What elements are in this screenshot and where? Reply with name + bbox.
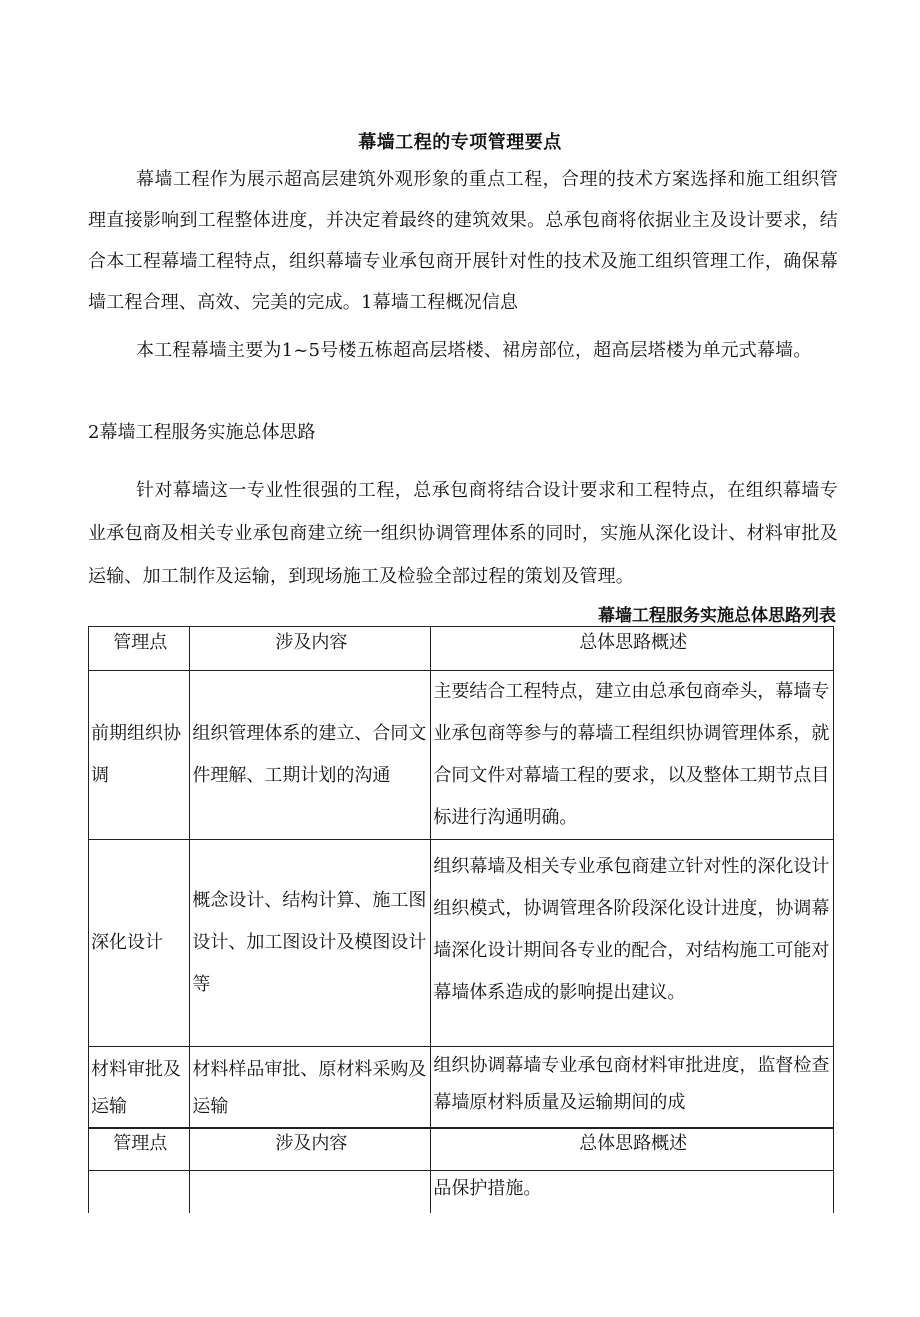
table-row: [89, 671, 834, 840]
intro-paragraph: 幕墙工程作为展示超高层建筑外观形象的重点工程，合理的技术方案选择和施工组织管理直接影响到工程整体进度，并决定着最终的建筑效果。总承包商将依据业主及设计要求，结合本工程幕墙工程特点，组织幕墙专业承包商开展针对性的技术及施工组织管理工作，确保幕墙工程合理、高效、完美的完成。1幕墙工程概况信息: [88, 169, 838, 313]
row-point: 前期组织协调: [89, 671, 190, 840]
row-content: 概念设计、结构计算、施工图设计、加工图设计及模图设计等: [190, 840, 431, 1047]
header-content: 涉及内容: [190, 1128, 431, 1171]
header-summary: 总体思路概述: [431, 1128, 834, 1171]
row-point: 材料审批及运输: [89, 1047, 190, 1129]
approach-table: [88, 626, 834, 1129]
row-point: [89, 1171, 190, 1214]
row-content: 组织管理体系的建立、合同文件理解、工期计划的沟通: [190, 671, 431, 840]
header-summary: 总体思路概述: [431, 627, 834, 671]
row-summary: 主要结合工程特点，建立由总承包商牵头，幕墙专业承包商等参与的幕墙工程组织协调管理体系，就合同文件对幕墙工程的要求，以及整体工期节点目标进行沟通明确。: [431, 671, 834, 840]
table-row: [89, 1171, 834, 1214]
row-summary: 组织协调幕墙专业承包商材料审批进度，监督检查幕墙原材料质量及运输期间的成: [431, 1047, 834, 1129]
row-content: [190, 1171, 431, 1214]
row-content: 材料样品审批、原材料采购及运输: [190, 1047, 431, 1129]
table-row: [89, 1047, 834, 1129]
table-row: [89, 840, 834, 1047]
header-content: 涉及内容: [190, 627, 431, 671]
table-header-row: [89, 627, 834, 671]
row-summary: 组织幕墙及相关专业承包商建立针对性的深化设计组织模式，协调管理各阶段深化设计进度，协调幕墙深化设计期间各专业的配合，对结构施工可能对幕墙体系造成的影响提出建议。: [431, 840, 834, 1047]
header-point: 管理点: [89, 1128, 190, 1171]
row-point: 深化设计: [89, 840, 190, 1047]
row-summary: 品保护措施。: [431, 1171, 834, 1214]
table-caption: 幕墙工程服务实施总体思路列表: [598, 606, 836, 626]
approach-table-continued: [88, 1127, 834, 1213]
header-point: 管理点: [89, 627, 190, 671]
section-heading-2: 2幕墙工程服务实施总体思路: [88, 422, 316, 443]
table-header-row: [89, 1128, 834, 1171]
document-title: 幕墙工程的专项管理要点: [358, 132, 562, 153]
approach-paragraph: 针对幕墙这一专业性很强的工程，总承包商将结合设计要求和工程特点，在组织幕墙专业承包商及相关专业承包商建立统一组织协调管理体系的同时，实施从深化设计、材料审批及运输、加工制作及运输，到现场施工及检验全部过程的策划及管理。: [88, 480, 838, 587]
overview-paragraph: 本工程幕墙主要为1~5号楼五栋超高层塔楼、裙房部位，超高层塔楼为单元式幕墙。: [136, 340, 812, 361]
